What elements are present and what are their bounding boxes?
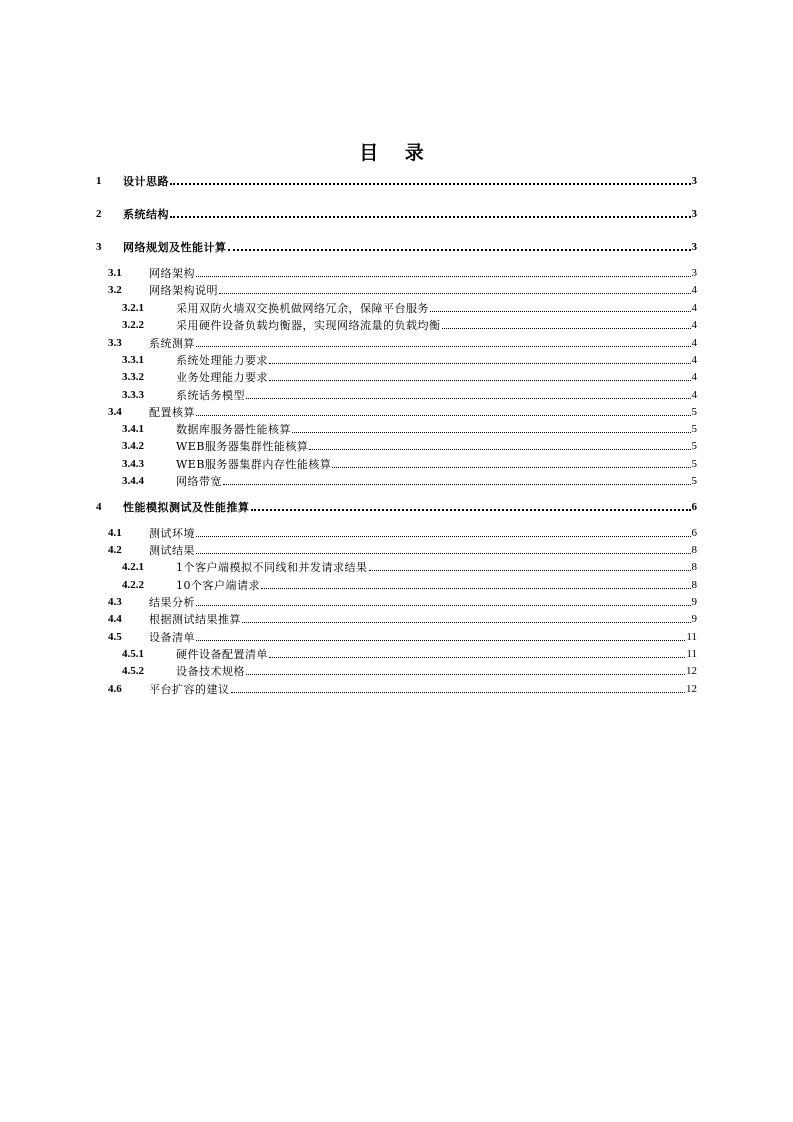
toc-entry[interactable] [122, 386, 697, 402]
toc-page-number: 3 [691, 175, 697, 187]
toc-dot-leader [246, 673, 685, 675]
toc-section-title: 数据库服务器性能核算 [176, 423, 291, 436]
toc-section-title: 网络规划及性能计算 [123, 241, 227, 254]
toc-page-number: 6 [691, 527, 697, 539]
toc-page-number: 5 [691, 440, 697, 452]
toc-dot-leader [269, 379, 691, 381]
toc-section-title: 网络带宽 [176, 475, 222, 488]
toc-section-number: 4.1 [108, 527, 122, 539]
toc-page-number: 5 [691, 475, 697, 487]
toc-entry[interactable] [108, 680, 697, 696]
toc-entry[interactable] [96, 172, 697, 188]
toc-section-number: 3.1 [108, 267, 122, 279]
toc-section-title: 设计思路 [123, 175, 169, 188]
toc-page-number: 6 [691, 501, 697, 513]
toc-entry[interactable] [122, 662, 697, 678]
toc-dot-leader [196, 639, 685, 641]
toc-dot-leader [442, 327, 691, 329]
toc-section-title: 采用硬件设备负载均衡器，实现网络流量的负载均衡 [176, 319, 441, 332]
toc-entry[interactable] [122, 455, 697, 471]
toc-page-number: 11 [686, 631, 697, 643]
toc-section-number: 4.5 [108, 631, 122, 643]
toc-entry[interactable] [108, 593, 697, 609]
toc-section-number: 3.4.1 [122, 423, 144, 435]
toc-entry[interactable] [122, 558, 697, 574]
toc-page-number: 4 [691, 319, 697, 331]
toc-entry[interactable] [108, 610, 697, 626]
toc-section-title: 网络架构说明 [149, 284, 218, 297]
toc-dot-leader [196, 552, 691, 554]
toc-dot-leader [261, 587, 691, 589]
toc-dot-leader [292, 431, 691, 433]
toc-entry[interactable] [96, 498, 697, 514]
toc-dot-leader [196, 345, 691, 347]
toc-dot-leader [196, 604, 691, 606]
toc-dot-leader [231, 691, 686, 693]
toc-entry[interactable] [122, 645, 697, 661]
toc-dot-leader [246, 397, 691, 399]
toc-dot-leader [219, 292, 691, 294]
toc-dot-leader [196, 275, 691, 277]
toc-entry[interactable] [122, 351, 697, 367]
toc-section-number: 3.2 [108, 284, 122, 296]
toc-entry[interactable] [108, 281, 697, 297]
toc-entry[interactable] [96, 238, 697, 254]
toc-section-number: 3.2.1 [122, 302, 144, 314]
toc-section-title: 配置核算 [149, 406, 195, 419]
toc-dot-leader [228, 248, 691, 251]
toc-section-number: 3.4.2 [122, 440, 144, 452]
toc-page-number: 4 [691, 389, 697, 401]
toc-section-title: 设备清单 [149, 631, 195, 644]
toc-dot-leader [369, 569, 691, 571]
toc-section-title: 硬件设备配置清单 [176, 648, 268, 661]
toc-entry[interactable] [96, 205, 697, 221]
toc-dot-leader [269, 362, 691, 364]
toc-section-title: 设备技术规格 [176, 665, 245, 678]
toc-section-number: 2 [96, 208, 102, 220]
toc-section-title: 测试环境 [149, 527, 195, 540]
toc-page-number: 4 [691, 302, 697, 314]
toc-section-title: 性能模拟测试及性能推算 [123, 501, 250, 514]
toc-page-number: 8 [691, 561, 697, 573]
toc-section-title: WEB服务器集群性能核算 [176, 440, 309, 453]
toc-entry[interactable] [108, 541, 697, 557]
toc-section-title: 1个客户端模拟不同线和并发请求结果 [176, 561, 368, 574]
toc-dot-leader [251, 508, 691, 511]
toc-section-number: 3.3.1 [122, 354, 144, 366]
toc-section-title: WEB服务器集群内存性能核算 [176, 458, 332, 471]
toc-entry[interactable] [122, 368, 697, 384]
toc-section-title: 结果分析 [149, 596, 195, 609]
toc-entry[interactable] [108, 403, 697, 419]
toc-page-number: 8 [691, 544, 697, 556]
toc-page-number: 12 [686, 683, 697, 695]
toc-page-number: 4 [691, 337, 697, 349]
toc-page-number: 5 [691, 423, 697, 435]
toc-page-number: 3 [691, 267, 697, 279]
toc-section-title: 采用双防火墙双交换机做网络冗余，保障平台服务 [176, 302, 429, 315]
toc-entry[interactable] [108, 334, 697, 350]
toc-section-number: 4.2.1 [122, 561, 144, 573]
toc-section-title: 系统处理能力要求 [176, 354, 268, 367]
toc-dot-leader [196, 414, 691, 416]
toc-dot-leader [309, 448, 690, 450]
toc-section-number: 4.5.1 [122, 648, 144, 660]
toc-dot-leader [196, 535, 691, 537]
toc-section-number: 4.4 [108, 613, 122, 625]
toc-page-number: 5 [691, 406, 697, 418]
toc-section-title: 测试结果 [149, 544, 195, 557]
toc-entry[interactable] [122, 316, 697, 332]
toc-section-title: 网络架构 [149, 267, 195, 280]
toc-dot-leader [170, 215, 691, 218]
toc-entry[interactable] [122, 576, 697, 592]
toc-page-number: 8 [691, 579, 697, 591]
toc-page-number: 5 [691, 458, 697, 470]
toc-section-number: 3.3.3 [122, 389, 144, 401]
toc-section-number: 4 [96, 501, 102, 513]
toc-dot-leader [269, 656, 685, 658]
toc-dot-leader [430, 310, 691, 312]
toc-entry[interactable] [122, 437, 697, 453]
toc-page-number: 9 [691, 596, 697, 608]
toc-section-title: 业务处理能力要求 [176, 371, 268, 384]
toc-entry[interactable] [122, 472, 697, 488]
toc-section-title: 10个客户端请求 [176, 579, 260, 592]
toc-page-number: 3 [691, 241, 697, 253]
toc-page-number: 11 [686, 648, 697, 660]
toc-section-number: 4.2 [108, 544, 122, 556]
toc-section-number: 4.5.2 [122, 665, 144, 677]
toc-section-number: 3.4.3 [122, 458, 144, 470]
toc-section-title: 系统结构 [123, 208, 169, 221]
toc-entry[interactable] [108, 628, 697, 644]
toc-section-number: 3.3 [108, 337, 122, 349]
toc-section-title: 系统测算 [149, 337, 195, 350]
toc-entry[interactable] [122, 299, 697, 315]
toc-section-number: 1 [96, 175, 102, 187]
toc-entry[interactable] [108, 264, 697, 280]
toc-section-number: 4.3 [108, 596, 122, 608]
toc-page-number: 4 [691, 354, 697, 366]
toc-page-number: 3 [691, 208, 697, 220]
toc-section-number: 3.2.2 [122, 319, 144, 331]
toc-section-number: 3 [96, 241, 102, 253]
toc-page-number: 4 [691, 371, 697, 383]
toc-entry[interactable] [122, 420, 697, 436]
page-title: 目 录 [359, 142, 434, 164]
toc-page-number: 9 [691, 613, 697, 625]
toc-section-title: 系统话务模型 [176, 389, 245, 402]
toc-entry[interactable] [108, 524, 697, 540]
toc-page-number: 12 [686, 665, 697, 677]
toc-section-number: 3.3.2 [122, 371, 144, 383]
toc-section-number: 3.4.4 [122, 475, 144, 487]
toc-page-number: 4 [691, 284, 697, 296]
toc-section-number: 3.4 [108, 406, 122, 418]
toc-dot-leader [332, 466, 690, 468]
toc-dot-leader [170, 182, 691, 185]
toc-section-title: 平台扩容的建议 [149, 683, 230, 696]
toc-section-number: 4.6 [108, 683, 122, 695]
toc-section-title: 根据测试结果推算 [149, 613, 241, 626]
toc-section-number: 4.2.2 [122, 579, 144, 591]
toc-dot-leader [242, 621, 691, 623]
toc-dot-leader [223, 483, 691, 485]
